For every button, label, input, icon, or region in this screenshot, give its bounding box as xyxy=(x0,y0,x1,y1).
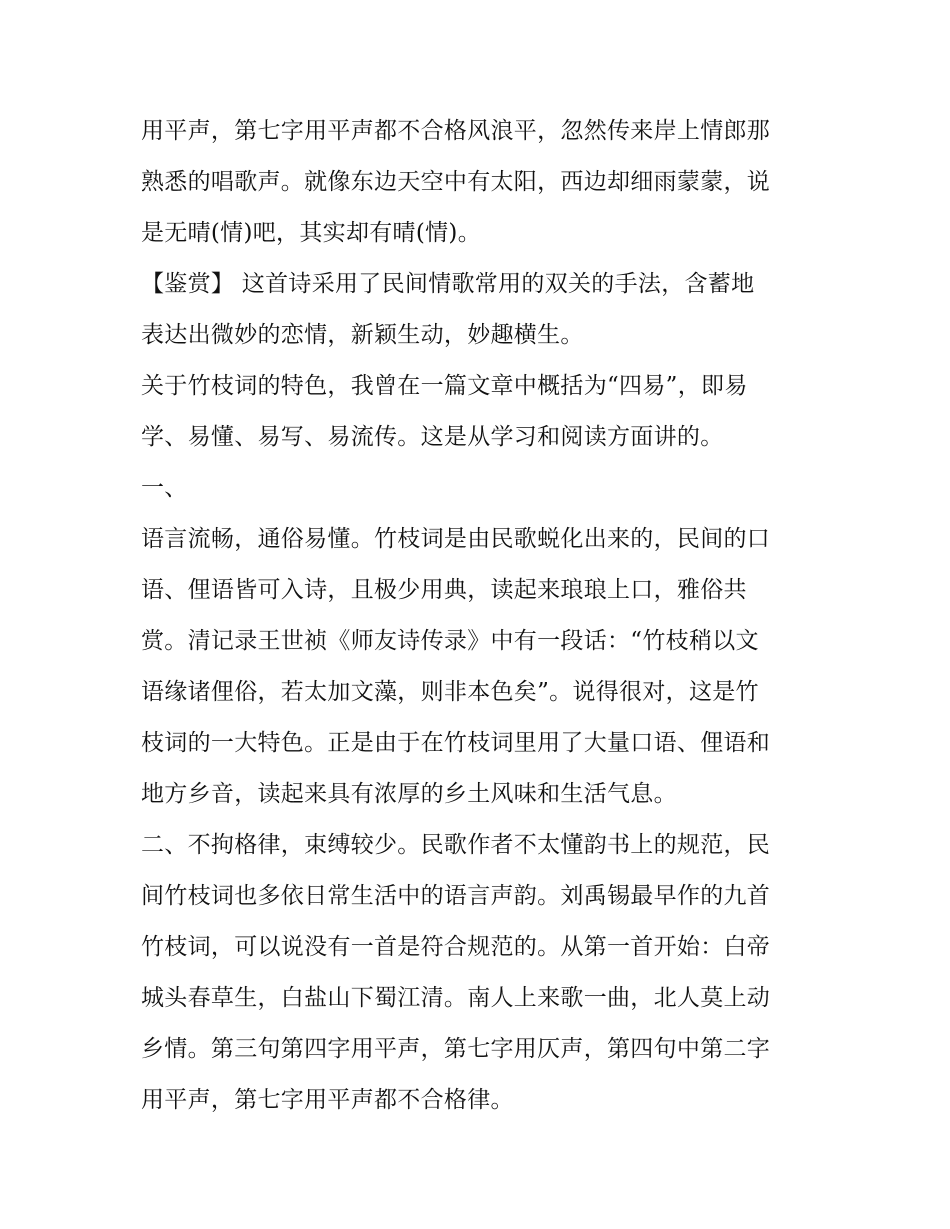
text-line: 竹枝词，可以说没有一首是符合规范的。从第一首开始：白帝 xyxy=(141,934,771,960)
text-line: 地方乡音，读起来具有浓厚的乡土风味和生活气息。 xyxy=(141,781,677,807)
text-line: 语言流畅，通俗易懂。竹枝词是由民歌蜕化出来的，民间的口 xyxy=(141,526,771,552)
text-line: 用平声，第七字用平声都不合格律。 xyxy=(141,1087,514,1113)
document-body xyxy=(141,106,813,1126)
text-line: 表达出微妙的恋情，新颖生动，妙趣横生。 xyxy=(141,322,584,348)
text-line: 乡情。第三句第四字用平声，第七字用仄声，第四句中第二字 xyxy=(141,1036,771,1062)
text-line: 间竹枝词也多依日常生活中的语言声韵。刘禹锡最早作的九首 xyxy=(141,883,771,909)
text-line: 城头春草生，白盐山下蜀江清。南人上来歌一曲，北人莫上动 xyxy=(141,985,771,1011)
text-line: 关于竹枝词的特色，我曾在一篇文章中概括为“四易”，即易 xyxy=(141,373,748,399)
text-line: 是无晴(情)吧，其实却有晴(情)。 xyxy=(141,220,481,246)
text-line: 二、不拘格律，束缚较少。民歌作者不太懂韵书上的规范，民 xyxy=(141,832,771,858)
text-line: 熟悉的唱歌声。就像东边天空中有太阳，西边却细雨蒙蒙，说 xyxy=(141,169,771,195)
text-line: 赏。清记录王世祯《师友诗传录》中有一段话：“竹枝稍以文 xyxy=(141,628,759,654)
text-line: 语、俚语皆可入诗，且极少用典，读起来琅琅上口，雅俗共 xyxy=(141,577,747,603)
section-heading: 一、 xyxy=(141,475,188,501)
text-line: 用平声，第七字用平声都不合格风浪平，忽然传来岸上情郎那 xyxy=(141,118,771,144)
text-line: 【鉴赏】 这首诗采用了民间情歌常用的双关的手法，含蓄地 xyxy=(141,271,755,297)
text-line: 学、易懂、易写、易流传。这是从学习和阅读方面讲的。 xyxy=(141,424,724,450)
text-line: 语缘诸俚俗，若太加文藻，则非本色矣”。说得很对，这是竹 xyxy=(141,679,759,705)
text-line: 枝词的一大特色。正是由于在竹枝词里用了大量口语、俚语和 xyxy=(141,730,771,756)
